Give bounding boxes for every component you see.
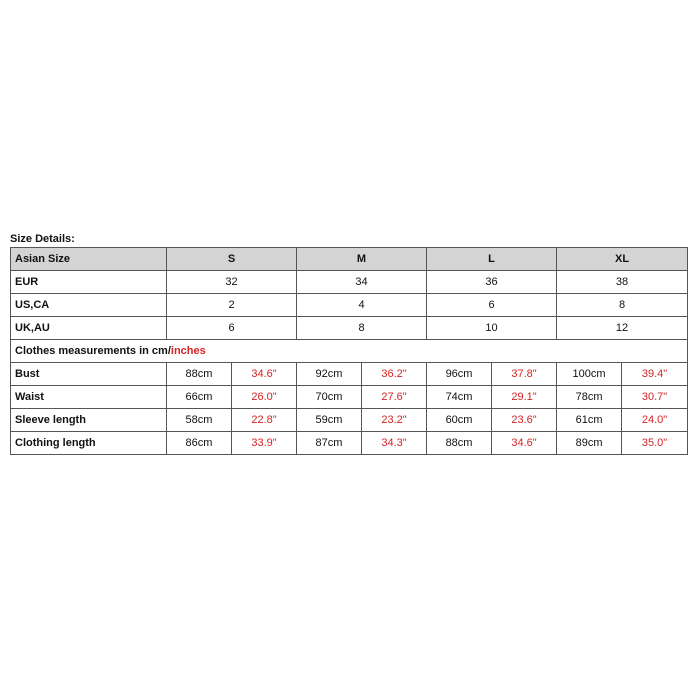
conversion-cell: 12 bbox=[557, 317, 688, 340]
inch-cell: 22.8" bbox=[232, 409, 297, 432]
inch-cell: 33.9" bbox=[232, 432, 297, 455]
cm-cell: 58cm bbox=[167, 409, 232, 432]
header-row bbox=[11, 248, 688, 271]
cm-cell: 96cm bbox=[427, 363, 492, 386]
row-label: UK,AU bbox=[11, 317, 167, 340]
conversion-cell: 10 bbox=[427, 317, 557, 340]
size-table bbox=[10, 247, 688, 455]
size-details bbox=[10, 232, 687, 455]
measurement-row-waist bbox=[11, 386, 688, 409]
section-heading-highlight: inches bbox=[170, 345, 206, 357]
row-label: Sleeve length bbox=[11, 409, 167, 432]
cm-cell: 74cm bbox=[427, 386, 492, 409]
measurement-row-clothing-length bbox=[11, 432, 688, 455]
conversion-cell: 36 bbox=[427, 271, 557, 294]
conversion-row-eur bbox=[11, 271, 688, 294]
cm-cell: 66cm bbox=[167, 386, 232, 409]
cm-cell: 92cm bbox=[297, 363, 362, 386]
inch-cell: 35.0" bbox=[622, 432, 688, 455]
inch-cell: 34.6" bbox=[492, 432, 557, 455]
cm-cell: 78cm bbox=[557, 386, 622, 409]
conversion-cell: 8 bbox=[557, 294, 688, 317]
conversion-cell: 6 bbox=[167, 317, 297, 340]
cm-cell: 70cm bbox=[297, 386, 362, 409]
size-header-xl: XL bbox=[557, 248, 688, 271]
row-label: Bust bbox=[11, 363, 167, 386]
measurement-row-sleeve-length bbox=[11, 409, 688, 432]
conversion-cell: 32 bbox=[167, 271, 297, 294]
header-label-cell: Asian Size bbox=[11, 248, 167, 271]
cm-cell: 59cm bbox=[297, 409, 362, 432]
inch-cell: 34.6" bbox=[232, 363, 297, 386]
conversion-cell: 6 bbox=[427, 294, 557, 317]
row-label: Waist bbox=[11, 386, 167, 409]
conversion-cell: 34 bbox=[297, 271, 427, 294]
inch-cell: 34.3" bbox=[362, 432, 427, 455]
conversion-cell: 2 bbox=[167, 294, 297, 317]
row-label: EUR bbox=[11, 271, 167, 294]
inch-cell: 23.2" bbox=[362, 409, 427, 432]
section-heading bbox=[11, 340, 688, 363]
cm-cell: 89cm bbox=[557, 432, 622, 455]
cm-cell: 86cm bbox=[167, 432, 232, 455]
inch-cell: 30.7" bbox=[622, 386, 688, 409]
row-label: US,CA bbox=[11, 294, 167, 317]
conversion-cell: 4 bbox=[297, 294, 427, 317]
inch-cell: 26.0" bbox=[232, 386, 297, 409]
conversion-cell: 38 bbox=[557, 271, 688, 294]
inch-cell: 24.0" bbox=[622, 409, 688, 432]
size-header-s: S bbox=[167, 248, 297, 271]
inch-cell: 27.6" bbox=[362, 386, 427, 409]
section-row bbox=[11, 340, 688, 363]
measurement-row-bust bbox=[11, 363, 688, 386]
inch-cell: 29.1" bbox=[492, 386, 557, 409]
conversion-row-us-ca bbox=[11, 294, 688, 317]
cm-cell: 60cm bbox=[427, 409, 492, 432]
section-heading-prefix: Clothes measurements in cm/ bbox=[15, 345, 171, 357]
cm-cell: 100cm bbox=[557, 363, 622, 386]
inch-cell: 37.8" bbox=[492, 363, 557, 386]
size-header-l: L bbox=[427, 248, 557, 271]
row-label: Clothing length bbox=[11, 432, 167, 455]
size-header-m: M bbox=[297, 248, 427, 271]
cm-cell: 88cm bbox=[167, 363, 232, 386]
inch-cell: 39.4" bbox=[622, 363, 688, 386]
cm-cell: 61cm bbox=[557, 409, 622, 432]
inch-cell: 36.2" bbox=[362, 363, 427, 386]
cm-cell: 87cm bbox=[297, 432, 362, 455]
cm-cell: 88cm bbox=[427, 432, 492, 455]
conversion-cell: 8 bbox=[297, 317, 427, 340]
size-details-caption: Size Details: bbox=[10, 233, 75, 245]
inch-cell: 23.6" bbox=[492, 409, 557, 432]
conversion-row-uk-au bbox=[11, 317, 688, 340]
